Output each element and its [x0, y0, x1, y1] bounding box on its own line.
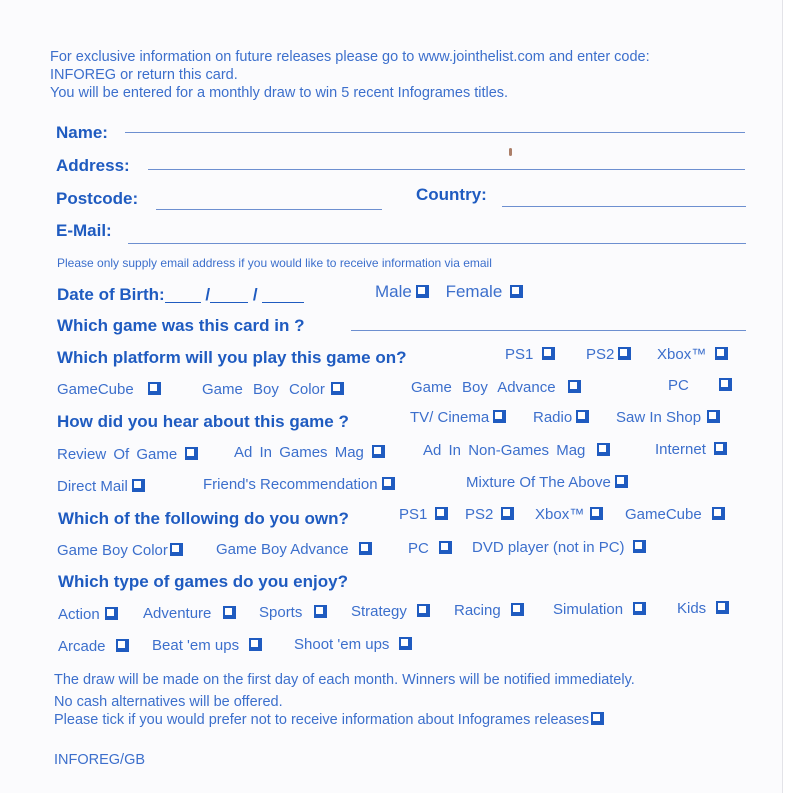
- option-label: PC: [408, 540, 429, 557]
- own-opt-gba[interactable]: [216, 541, 372, 558]
- name-field[interactable]: [125, 132, 745, 133]
- option-label: DVD player (not in PC): [472, 539, 625, 556]
- option-label: Xbox™: [657, 346, 707, 363]
- checkbox[interactable]: [511, 603, 524, 616]
- own-opt-pc[interactable]: [408, 540, 452, 557]
- platform-opt-xbox[interactable]: [657, 346, 728, 363]
- postcode-label: Postcode:: [56, 189, 139, 208]
- option-label: Action: [58, 606, 100, 623]
- female-label: Female: [445, 282, 503, 301]
- male-label: Male: [375, 282, 412, 301]
- option-label: PS2: [465, 506, 494, 523]
- gender-row: [375, 282, 523, 302]
- hear-opt-directmail[interactable]: [57, 478, 145, 495]
- own-opt-dvd[interactable]: [472, 539, 646, 556]
- dob-row: [57, 285, 304, 305]
- checkbox[interactable]: [185, 447, 198, 460]
- option-label: Sports: [259, 604, 303, 621]
- checkbox[interactable]: [568, 380, 581, 393]
- hear-opt-gamesmag[interactable]: [234, 444, 385, 461]
- dob-year-field[interactable]: [262, 288, 304, 303]
- option-label: Kids: [677, 600, 707, 617]
- platform-opt-gba[interactable]: [411, 379, 581, 396]
- type-opt-simulation[interactable]: [553, 601, 646, 618]
- checkbox[interactable]: [170, 543, 183, 556]
- dob-separator: /: [205, 285, 211, 304]
- checkbox[interactable]: [615, 475, 628, 488]
- platform-opt-ps2[interactable]: [586, 346, 631, 363]
- checkbox[interactable]: [576, 410, 589, 423]
- type-opt-arcade[interactable]: [58, 638, 129, 655]
- postcode-field[interactable]: [156, 209, 382, 210]
- option-label: Racing: [454, 602, 501, 619]
- which-game-label: Which game was this card in ?: [57, 316, 305, 335]
- option-label: Radio: [533, 409, 573, 426]
- platform-opt-gamecube[interactable]: [57, 381, 161, 398]
- hear-opt-shop[interactable]: [616, 409, 720, 426]
- option-label: TV/ Cinema: [410, 409, 490, 426]
- optout-checkbox[interactable]: [591, 712, 604, 725]
- option-label: Arcade: [58, 638, 106, 655]
- optout-label: Please tick if you would prefer not to receive information about Infogrames releases: [54, 712, 590, 728]
- hear-opt-friend[interactable]: [203, 476, 395, 493]
- checkbox[interactable]: [501, 507, 514, 520]
- checkbox[interactable]: [716, 601, 729, 614]
- checkbox[interactable]: [105, 607, 118, 620]
- dob-month-field[interactable]: [210, 288, 248, 303]
- hear-opt-radio[interactable]: [533, 409, 589, 426]
- option-label: Saw In Shop: [616, 409, 702, 426]
- platform-opt-gbc[interactable]: [202, 381, 344, 398]
- option-label: GameCube: [57, 381, 134, 398]
- hear-opt-tv[interactable]: [410, 409, 506, 426]
- email-label: E-Mail:: [56, 221, 112, 240]
- option-label: Ad In Games Mag: [234, 444, 364, 461]
- checkbox[interactable]: [542, 347, 555, 360]
- intro-line-1: For exclusive information on future releases please go to www.jointhelist.com and enter code:: [50, 49, 650, 65]
- name-label: Name:: [56, 123, 108, 142]
- hear-opt-internet[interactable]: [655, 441, 727, 458]
- checkbox[interactable]: [633, 540, 646, 553]
- option-label: Mixture Of The Above: [466, 474, 611, 491]
- type-opt-shootemups[interactable]: [294, 636, 412, 653]
- checkbox[interactable]: [707, 410, 720, 423]
- type-opt-kids[interactable]: [677, 600, 729, 617]
- checkbox[interactable]: [116, 639, 129, 652]
- dob-label: Date of Birth:: [57, 285, 165, 304]
- option-label: PS1: [505, 346, 534, 363]
- option-label: GameCube: [625, 506, 702, 523]
- checkbox[interactable]: [331, 382, 344, 395]
- option-label: Friend's Recommendation: [203, 476, 378, 493]
- own-opt-xbox[interactable]: [535, 506, 603, 523]
- female-checkbox[interactable]: [510, 285, 523, 298]
- checkbox[interactable]: [633, 602, 646, 615]
- option-label: Strategy: [351, 603, 407, 620]
- checkbox[interactable]: [435, 507, 448, 520]
- country-field[interactable]: [502, 206, 746, 207]
- option-label: Xbox™: [535, 506, 585, 523]
- footer-line-1: The draw will be made on the first day of each month. Winners will be notified immediately.: [54, 672, 635, 688]
- type-opt-strategy[interactable]: [351, 603, 430, 620]
- hear-question: How did you hear about this game ?: [57, 412, 349, 431]
- option-label: Internet: [655, 441, 706, 458]
- address-label: Address:: [56, 156, 130, 175]
- own-question: Which of the following do you own?: [58, 509, 349, 528]
- option-label: Beat 'em ups: [152, 637, 240, 654]
- option-label: Game Boy Advance: [411, 379, 556, 396]
- hear-opt-review[interactable]: [57, 446, 198, 463]
- option-label: Adventure: [143, 605, 212, 622]
- option-label: Game Boy Color: [202, 381, 325, 398]
- option-label: Game Boy Advance: [216, 541, 349, 558]
- checkbox[interactable]: [132, 479, 145, 492]
- checkbox[interactable]: [382, 477, 395, 490]
- dob-separator: /: [252, 285, 258, 304]
- option-label: PC: [668, 377, 689, 394]
- intro-line-3: You will be entered for a monthly draw to win 5 recent Infogrames titles.: [50, 85, 509, 101]
- checkbox[interactable]: [618, 347, 631, 360]
- checkbox[interactable]: [597, 443, 610, 456]
- footer-line-2: No cash alternatives will be offered.: [54, 694, 283, 710]
- type-opt-adventure[interactable]: [143, 605, 236, 622]
- optout-row[interactable]: [54, 711, 604, 729]
- country-label: Country:: [416, 185, 487, 204]
- platform-opt-pc[interactable]: [668, 377, 732, 394]
- platform-question: Which platform will you play this game on?: [57, 348, 407, 367]
- type-opt-beatemups[interactable]: [152, 637, 262, 654]
- option-label: PS1: [399, 506, 428, 523]
- own-opt-ps1[interactable]: [399, 506, 448, 523]
- option-label: Simulation: [553, 601, 624, 618]
- checkbox[interactable]: [493, 410, 506, 423]
- checkbox[interactable]: [712, 507, 725, 520]
- dob-day-field[interactable]: [165, 288, 201, 303]
- hear-opt-nongamesmag[interactable]: [423, 442, 610, 459]
- option-label: PS2: [586, 346, 615, 363]
- own-opt-gbc[interactable]: [57, 542, 183, 559]
- checkbox[interactable]: [359, 542, 372, 555]
- option-label: Direct Mail: [57, 478, 128, 495]
- checkbox[interactable]: [719, 378, 732, 391]
- types-question: Which type of games do you enjoy?: [58, 572, 348, 591]
- email-note: Please only supply email address if you would like to receive information via email: [57, 256, 492, 270]
- male-checkbox[interactable]: [416, 285, 429, 298]
- type-opt-racing[interactable]: [454, 602, 524, 619]
- type-opt-action[interactable]: [58, 606, 118, 623]
- platform-opt-ps1[interactable]: [505, 346, 555, 363]
- card-code: INFOREG/GB: [54, 752, 146, 768]
- checkbox[interactable]: [439, 541, 452, 554]
- email-field[interactable]: [128, 243, 746, 244]
- option-label: Game Boy Color: [57, 542, 168, 559]
- checkbox[interactable]: [714, 442, 727, 455]
- option-label: Review Of Game: [57, 446, 178, 463]
- checkbox[interactable]: [715, 347, 728, 360]
- checkbox[interactable]: [417, 604, 430, 617]
- checkbox[interactable]: [249, 638, 262, 651]
- option-label: Shoot 'em ups: [294, 636, 390, 653]
- own-opt-gamecube[interactable]: [625, 506, 725, 523]
- checkbox[interactable]: [372, 445, 385, 458]
- type-opt-sports[interactable]: [259, 604, 327, 621]
- hear-opt-mixture[interactable]: [466, 474, 628, 491]
- ink-speck: [509, 148, 512, 156]
- intro-line-2: INFOREG or return this card.: [50, 67, 238, 83]
- option-label: Ad In Non-Games Mag: [423, 442, 586, 459]
- own-opt-ps2[interactable]: [465, 506, 514, 523]
- checkbox[interactable]: [314, 605, 327, 618]
- checkbox[interactable]: [148, 382, 161, 395]
- checkbox[interactable]: [223, 606, 236, 619]
- address-field[interactable]: [148, 169, 745, 170]
- checkbox[interactable]: [399, 637, 412, 650]
- which-game-field[interactable]: [351, 330, 746, 331]
- checkbox[interactable]: [590, 507, 603, 520]
